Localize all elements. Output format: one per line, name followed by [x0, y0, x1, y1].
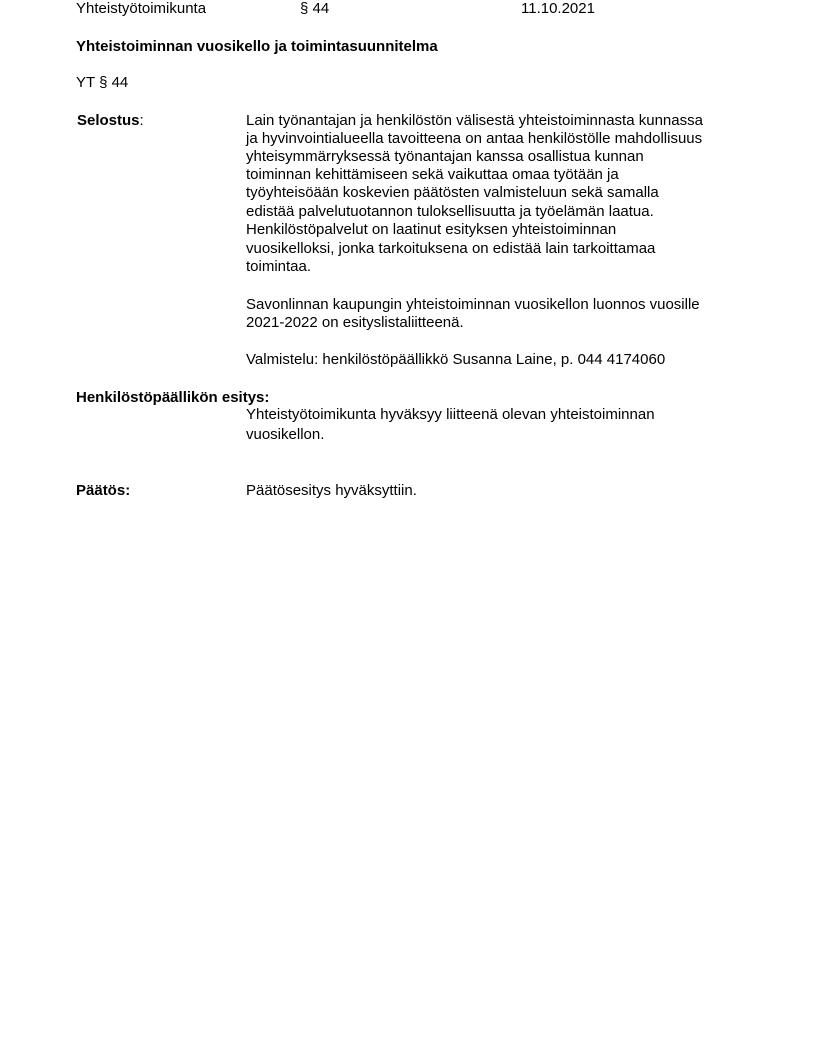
header-date: 11.10.2021 [521, 0, 595, 17]
paragraph-line: Lain työnantajan ja henkilöstön välisestä yhteistoiminnasta kunnassa [246, 112, 703, 129]
paragraph-line: työyhteisöään koskevien päätösten valmisteluun sekä samalla [246, 184, 659, 201]
paragraph-line: toiminnan kehittämiseen sekä vaikuttaa omaa työtään ja [246, 166, 619, 183]
selostus-colon: : [139, 112, 144, 129]
proposal-line: Yhteistyötoimikunta hyväksyy liitteenä olevan yhteistoiminnan [246, 406, 655, 423]
document-title: Yhteistoiminnan vuosikello ja toimintasuunnitelma [76, 38, 438, 55]
header-section: § 44 [300, 0, 330, 17]
paragraph-line: vuosikelloksi, jonka tarkoituksena on edistää lain tarkoittamaa [246, 240, 656, 257]
proposal-label: Henkilöstöpäällikön esitys: [76, 389, 270, 406]
paragraph-line: toimintaa. [246, 258, 312, 275]
paragraph-line: Henkilöstöpalvelut on laatinut esityksen yhteistoiminnan [246, 221, 617, 238]
selostus-label-wrap [77, 112, 144, 129]
paragraph-line: Savonlinnan kaupungin yhteistoiminnan vuosikellon luonnos vuosille [246, 296, 700, 313]
section-reference: YT § 44 [76, 74, 129, 91]
header-committee: Yhteistyötoimikunta [76, 0, 207, 17]
paragraph-line: edistää palvelutuotannon tuloksellisuutta ja työelämän laatua. [246, 203, 654, 220]
selostus-label: Selostus [77, 112, 140, 129]
paragraph-line: 2021-2022 on esityslistaliitteenä. [246, 314, 464, 331]
decision-label: Päätös: [76, 482, 131, 499]
paragraph-line: yhteisymmärryksessä työnantajan kanssa osallistua kunnan [246, 148, 644, 165]
decision-text: Päätösesitys hyväksyttiin. [246, 482, 417, 499]
proposal-line: vuosikellon. [246, 426, 325, 443]
preparer-line: Valmistelu: henkilöstöpäällikkö Susanna Laine, p. 044 4174060 [246, 351, 666, 368]
paragraph-line: ja hyvinvointialueella tavoitteena on antaa henkilöstölle mahdollisuus [246, 130, 703, 147]
